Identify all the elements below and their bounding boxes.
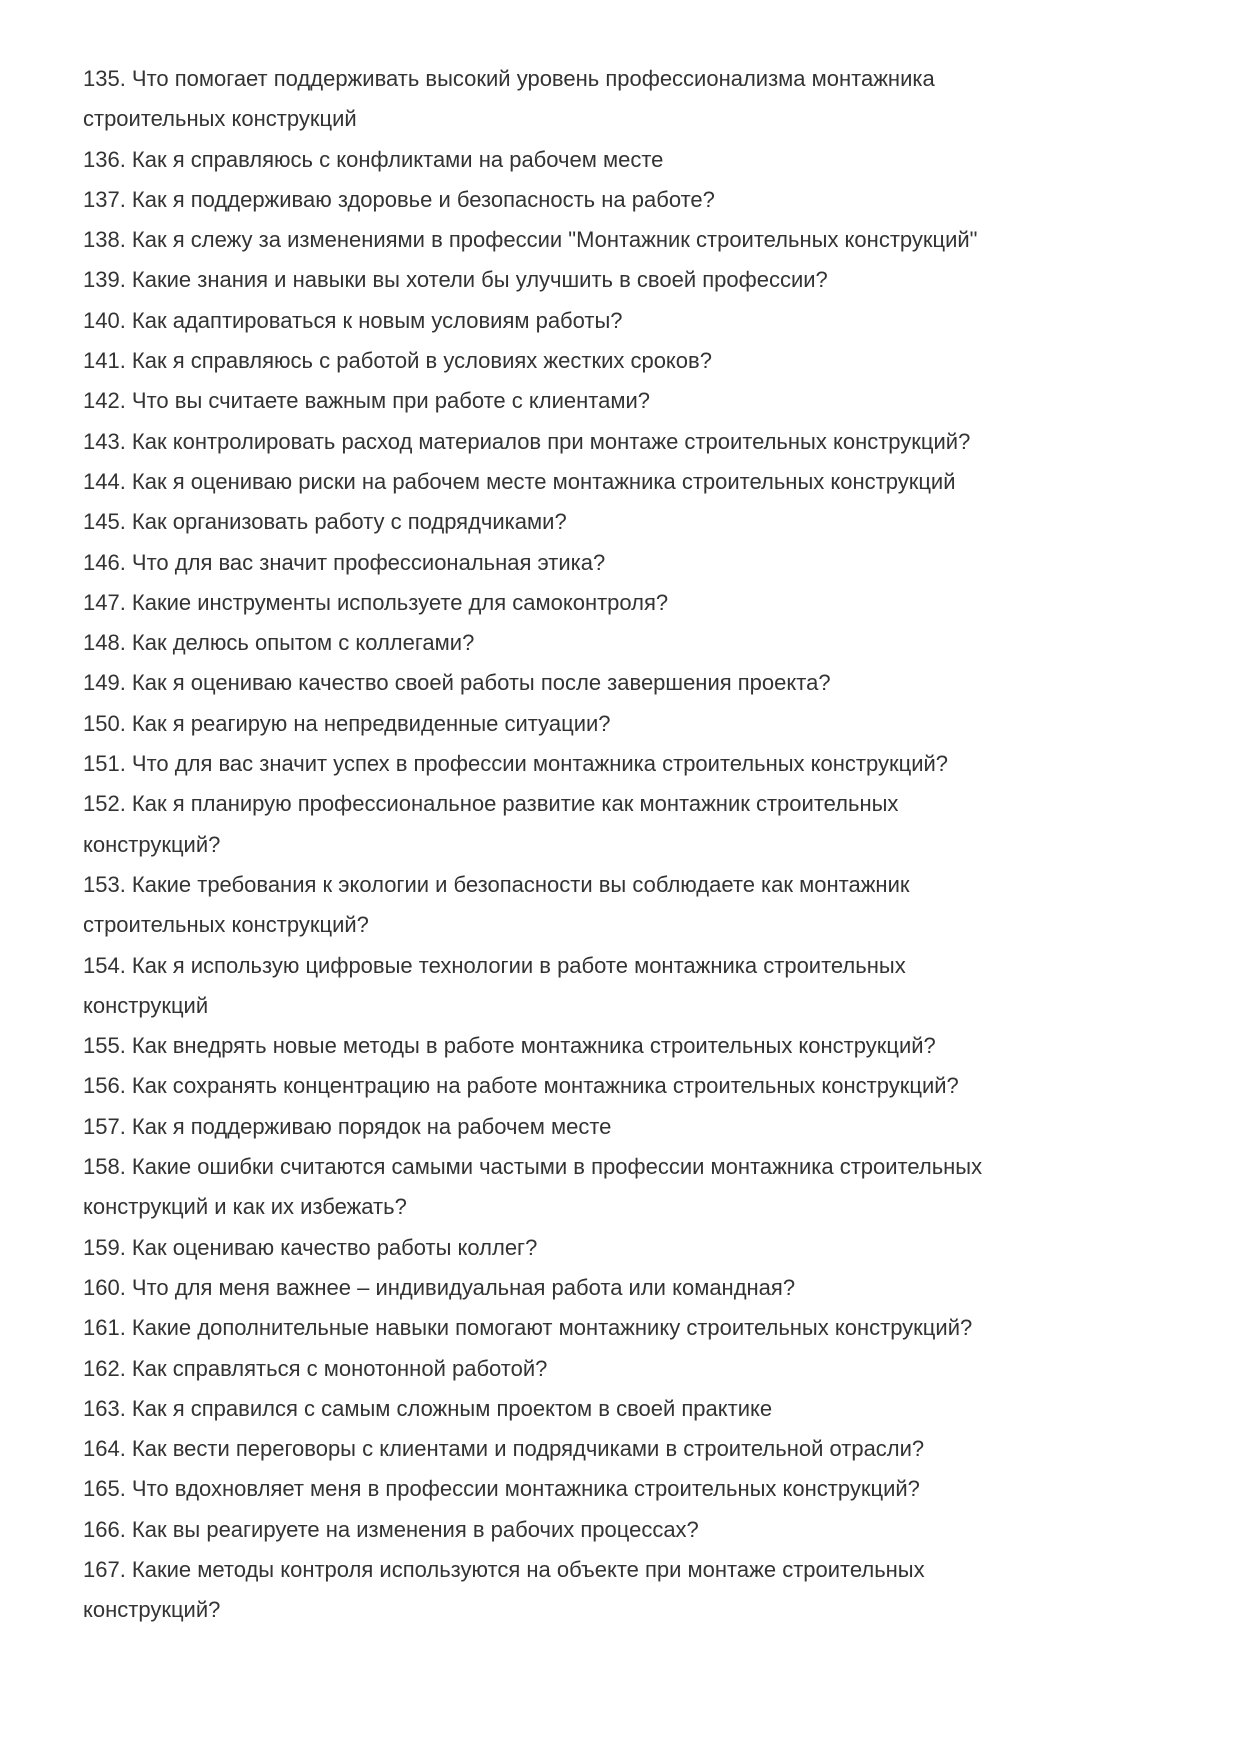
question-text-line: строительных конструкций?: [83, 912, 369, 938]
question-text-line: 147. Какие инструменты используете для самоконтроля?: [83, 589, 669, 615]
question-item: [83, 1469, 982, 1509]
question-text-line: 159. Как оцениваю качество работы коллег?: [83, 1234, 538, 1260]
question-item: [83, 865, 982, 946]
question-text-line: 146. Что для вас значит профессиональная этика?: [83, 549, 606, 575]
question-item: [83, 1026, 982, 1066]
question-item: [83, 1389, 982, 1429]
question-item: [83, 301, 982, 341]
question-item: [83, 543, 982, 583]
question-text-line: 150. Как я реагирую на непредвиденные ситуации?: [83, 710, 611, 736]
question-item: [83, 1107, 982, 1147]
question-item: [83, 1066, 982, 1106]
question-item: [83, 1308, 982, 1348]
question-text-line: 141. Как я справляюсь с работой в условиях жестких сроков?: [83, 348, 712, 374]
question-text-line: 154. Как я использую цифровые технологии в работе монтажника строительных: [83, 952, 906, 978]
question-item: [83, 260, 982, 300]
question-item: [83, 663, 982, 703]
question-item: [83, 381, 982, 421]
question-text-line: конструкций и как их избежать?: [83, 1194, 407, 1220]
question-text-line: 166. Как вы реагируете на изменения в рабочих процессах?: [83, 1516, 699, 1542]
question-text-line: 152. Как я планирую профессиональное развитие как монтажник строительных: [83, 791, 899, 817]
question-text-line: 139. Какие знания и навыки вы хотели бы улучшить в своей профессии?: [83, 267, 828, 293]
question-text-line: 153. Какие требования к экологии и безопасности вы соблюдаете как монтажник: [83, 871, 910, 897]
question-text-line: 135. Что помогает поддерживать высокий уровень профессионализма монтажника: [83, 66, 935, 91]
question-item: [83, 1349, 982, 1389]
question-list: [83, 59, 982, 1631]
question-text-line: 155. Как внедрять новые методы в работе монтажника строительных конструкций?: [83, 1033, 936, 1059]
question-text-line: 161. Какие дополнительные навыки помогают монтажнику строительных конструкций?: [83, 1315, 973, 1341]
question-text-line: конструкций: [83, 992, 209, 1018]
question-item: [83, 946, 982, 1027]
question-text-line: 143. Как контролировать расход материалов при монтаже строительных конструкций?: [83, 428, 971, 454]
question-item: [83, 1228, 982, 1268]
question-text-line: 142. Что вы считаете важным при работе с клиентами?: [83, 388, 650, 414]
question-text-line: 136. Как я справляюсь с конфликтами на рабочем месте: [83, 146, 664, 172]
question-item: [83, 623, 982, 663]
question-text-line: 144. Как я оцениваю риски на рабочем месте монтажника строительных конструкций: [83, 468, 956, 494]
question-item: [83, 220, 982, 260]
question-item: [83, 1550, 982, 1631]
question-text-line: 137. Как я поддерживаю здоровье и безопасность на работе?: [83, 186, 715, 212]
question-text-line: 148. Как делюсь опытом с коллегами?: [83, 630, 475, 656]
question-text-line: конструкций?: [83, 1597, 221, 1623]
question-item: [83, 583, 982, 623]
question-text-line: 149. Как я оцениваю качество своей работы после завершения проекта?: [83, 670, 831, 696]
question-text-line: 163. Как я справился с самым сложным проектом в своей практике: [83, 1395, 773, 1421]
question-item: [83, 341, 982, 381]
question-text-line: 164. Как вести переговоры с клиентами и подрядчиками в строительной отрасли?: [83, 1436, 925, 1462]
question-text-line: 156. Как сохранять концентрацию на работе монтажника строительных конструкций?: [83, 1073, 959, 1099]
question-text-line: 162. Как справляться с монотонной работой?: [83, 1355, 548, 1381]
question-text-line: 140. Как адаптироваться к новым условиям работы?: [83, 307, 623, 333]
question-item: [83, 1429, 982, 1469]
question-item: [83, 1268, 982, 1308]
question-item: [83, 462, 982, 502]
question-text-line: 145. Как организовать работу с подрядчиками?: [83, 509, 567, 535]
question-item: [83, 704, 982, 744]
question-text-line: 158. Какие ошибки считаются самыми частыми в профессии монтажника строительных: [83, 1154, 983, 1180]
question-item: [83, 1510, 982, 1550]
question-item: [83, 180, 982, 220]
question-item: [83, 502, 982, 542]
question-text-line: 151. Что для вас значит успех в профессии монтажника строительных конструкций?: [83, 751, 949, 777]
question-item: [83, 784, 982, 865]
question-text-line: 157. Как я поддерживаю порядок на рабочем месте: [83, 1113, 612, 1139]
question-text-line: 165. Что вдохновляет меня в профессии монтажника строительных конструкций?: [83, 1476, 920, 1502]
question-item: [83, 422, 982, 462]
question-item: [83, 140, 982, 180]
question-item: [83, 1147, 982, 1228]
question-item: [83, 59, 982, 140]
question-text-line: 138. Как я слежу за изменениями в профессии "Монтажник строительных конструкций": [83, 227, 978, 253]
question-text-line: строительных конструкций: [83, 106, 357, 132]
question-text-line: 167. Какие методы контроля используются на объекте при монтаже строительных: [83, 1556, 925, 1582]
question-text-line: конструкций?: [83, 831, 221, 857]
question-text-line: 160. Что для меня важнее – индивидуальная работа или командная?: [83, 1274, 796, 1300]
question-item: [83, 744, 982, 784]
